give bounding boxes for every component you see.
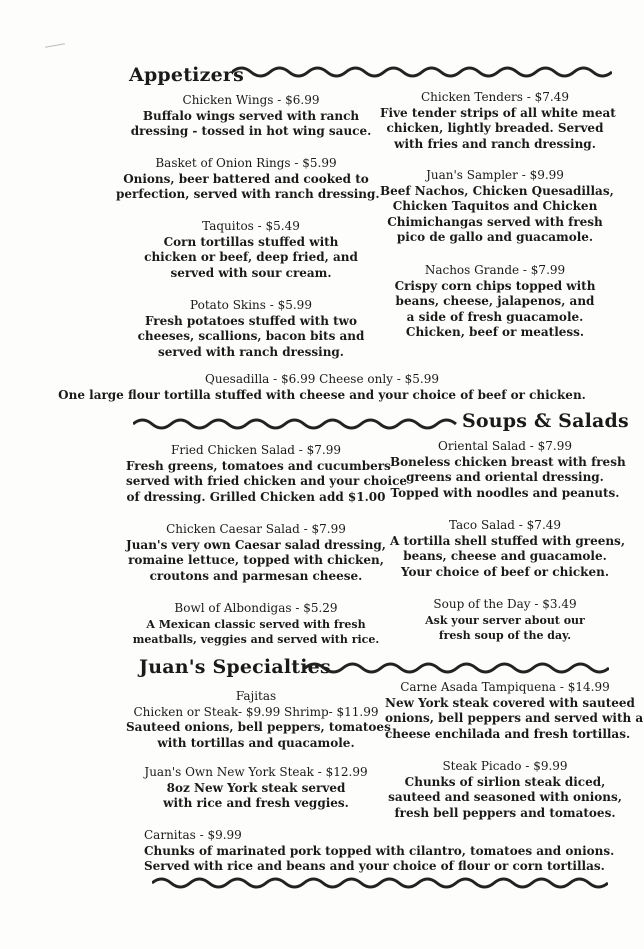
item-nachos-grande: Nachos Grande - $7.99 Crispy corn chips topped with beans, cheese, jalapenos, and a side of fresh guacamole. Chicken, beef or meatless. bbox=[394, 263, 596, 339]
section-title-appetizers: Appetizers bbox=[129, 64, 244, 86]
wave-divider-specialties bbox=[305, 658, 609, 678]
section-title-soups-salads: Soups & Salads bbox=[462, 410, 629, 432]
item-quesadilla bbox=[50, 372, 594, 403]
item-fried-chicken-salad: Fried Chicken Salad - $7.99 Fresh greens, tomatoes and cucumbers served with fried chicken and your choice of dressing. Grilled Chicken add $1.00 bbox=[126, 443, 408, 504]
item-name: Chicken Wings - $6.99 bbox=[182, 93, 320, 107]
item-soup-of-day: Soup of the Day - $3.49 Ask your server about our fresh soup of the day. bbox=[425, 597, 585, 642]
item-chicken-caesar: Chicken Caesar Salad - $7.99 Juan's very own Caesar salad dressing, romaine lettuce, topped with chicken, croutons and parmesan cheese. bbox=[126, 522, 386, 583]
item-ny-steak: Juan's Own New York Steak - $12.99 8oz New York steak served with rice and fresh veggies. bbox=[144, 765, 368, 810]
item-chicken-tenders: Chicken Tenders - $7.49 Five tender strips of all white meat chicken, lightly breaded. Served with fries and ranch dressing. bbox=[380, 90, 616, 151]
item-name: Quesadilla - $6.99 Cheese only - $5.99 bbox=[205, 372, 439, 386]
item-carne-asada: Carne Asada Tampiquena - $14.99 New York steak covered with sauteed onions, bell peppers and served with a cheese enchilada and fresh tortillas. bbox=[385, 680, 644, 741]
item-juans-sampler: Juan's Sampler - $9.99 Beef Nachos, Chicken Quesadillas, Chicken Taquitos and Chicken Chimichangas served with fresh pico de gallo and guacamole. bbox=[380, 168, 614, 244]
item-albondigas: Bowl of Albondigas - $5.29 A Mexican classic served with fresh meatballs, veggies and served with rice. bbox=[132, 601, 380, 646]
wave-divider-bottom bbox=[152, 873, 608, 893]
item-oriental-salad: Oriental Salad - $7.99 Boneless chicken breast with fresh greens and oriental dressing. Topped with noodles and peanuts. bbox=[390, 439, 626, 500]
item-steak-picado: Steak Picado - $9.99 Chunks of sirlion steak diced, sauteed and seasoned with onions, fresh bell peppers and tomatoes. bbox=[388, 759, 622, 820]
item-fajitas: Fajitas Chicken or Steak- $9.99 Shrimp- $11.99 Sauteed onions, bell peppers, tomatoes with tortillas and quacamole. bbox=[126, 689, 391, 750]
wave-divider-appetizers bbox=[232, 62, 612, 82]
section-title-specialties: Juan's Specialties bbox=[139, 656, 331, 678]
item-chicken-wings: Chicken Wings - $6.99 Buffalo wings served with ranch dressing - tossed in hot wing sauce. bbox=[126, 93, 376, 140]
scan-mark bbox=[45, 43, 65, 47]
item-name: Carnitas - $9.99 bbox=[144, 828, 242, 842]
item-carnitas: Carnitas - $9.99 Chunks of marinated pork topped with cilantro, tomatoes and onions. Served with rice and beans and your choice of flour or corn tortillas. bbox=[144, 828, 615, 873]
wave-divider-soups-salads bbox=[133, 414, 459, 434]
item-potato-skins: Potato Skins - $5.99 Fresh potatoes stuffed with two cheeses, scallions, bacon bits and served with ranch dressing. bbox=[137, 298, 365, 359]
item-taco-salad: Taco Salad - $7.49 A tortilla shell stuffed with greens, beans, cheese and guacamole. Your choice of beef or chicken. bbox=[390, 518, 625, 579]
item-taquitos: Taquitos - $5.49 Corn tortillas stuffed with chicken or beef, deep fried, and served with sour cream. bbox=[144, 219, 358, 280]
item-description: One large flour tortilla stuffed with cheese and your choice of beef or chicken. bbox=[58, 387, 586, 402]
item-onion-rings: Basket of Onion Rings - $5.99 Onions, beer battered and cooked to perfection, served with ranch dressing. bbox=[116, 156, 380, 201]
